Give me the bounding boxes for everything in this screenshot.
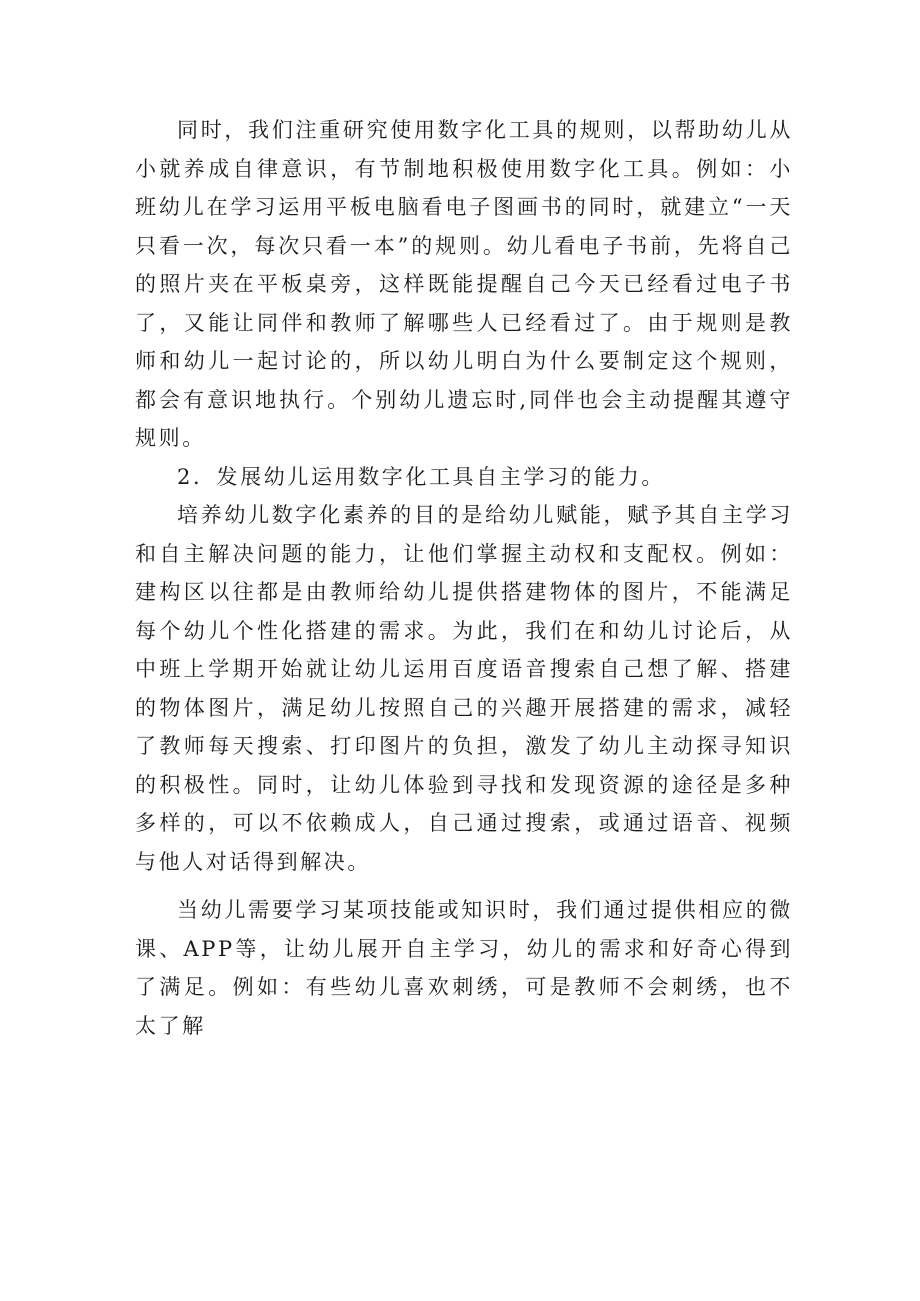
paragraph-rules: 同时，我们注重研究使用数字化工具的规则，以帮助幼儿从小就养成自律意识，有节制地积极使用数字化工具。例如：小班幼儿在学习运用平板电脑看电子图画书的同时，就建立“一天只看一次，每次只看一本”的规则。幼儿看电子书前，先将自己的照片夹在平板桌旁，这样既能提醒自己今天已经看过电子书了，又能让同伴和教师了解哪些人已经看过了。由于规则是教师和幼儿一起讨论的，所以幼儿明白为什么要制定这个规则，都会有意识地执行。个别幼儿遗忘时,同伴也会主动提醒其遵守规则。 [135,118,793,450]
paragraph-empowerment: 培养幼儿数字化素养的目的是给幼儿赋能，赋予其自主学习和自主解决问题的能力，让他们掌握主动权和支配权。例如：建构区以往都是由教师给幼儿提供搭建物体的图片，不能满足每个幼儿个性化搭建的需求。为此，我们在和幼儿讨论后，从中班上学期开始就让幼儿运用百度语音搜索自己想了解、搭建的物体图片，满足幼儿按照自己的兴趣开展搭建的需求，减轻了教师每天搜索、打印图片的负担，激发了幼儿主动探寻知识的积极性。同时，让幼儿体验到寻找和发现资源的途径是多种多样的，可以不依赖成人，自己通过搜索，或通过语音、视频与他人对话得到解决。 [135,503,793,874]
paragraph-heading-2: 2．发展幼儿运用数字化工具自主学习的能力。 [177,464,665,489]
document-body [135,111,793,1045]
paragraph-self-learning: 当幼儿需要学习某项技能或知识时，我们通过提供相应的微课、APP等，让幼儿展开自主学习，幼儿的需求和好奇心得到了满足。例如：有些幼儿喜欢刺绣，可是教师不会刺绣，也不太了解 [135,898,793,1038]
